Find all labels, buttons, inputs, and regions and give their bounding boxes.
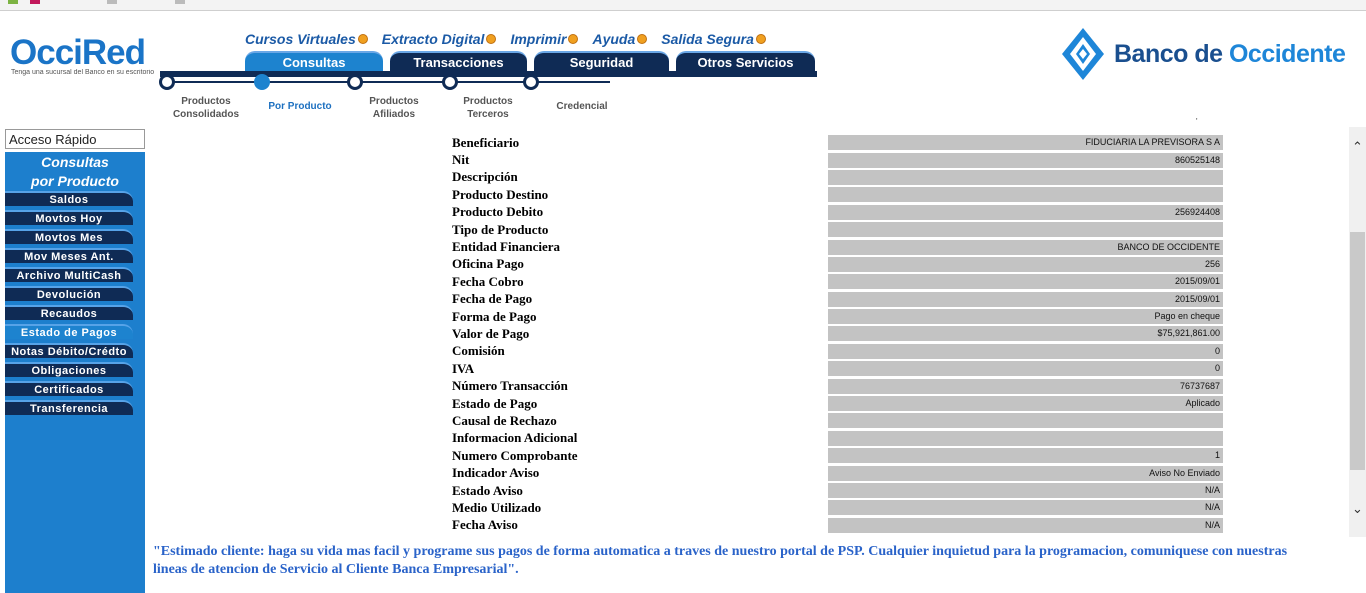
detail-row	[452, 430, 1223, 447]
psp-notice: "Estimado cliente: haga su vida mas facil y programe sus pagos de forma automatica a traves de nuestro portal de PSP. Cualquier inquietud para la programacion, comuniquese con nuestras lineas de atencion de Servicio al Cliente Banca Empresarial".	[153, 544, 1288, 577]
sidebar	[5, 152, 145, 593]
scroll-down-icon[interactable]: ⌄	[1352, 501, 1363, 516]
detail-value: 1	[828, 448, 1223, 463]
detail-row	[452, 273, 1223, 290]
sidebar-item-saldos[interactable]: Saldos	[5, 191, 133, 206]
detail-row	[452, 343, 1223, 360]
link-imprimir[interactable]: Imprimir	[510, 31, 578, 47]
diamond-logo-icon	[1060, 26, 1106, 82]
detail-value: 256924408	[828, 205, 1223, 220]
step-productos-terceros[interactable]: Productos Terceros	[463, 96, 513, 120]
detail-value: 0	[828, 344, 1223, 359]
toolbar-icon[interactable]	[175, 0, 185, 4]
detail-label: Estado de Pago	[452, 395, 538, 411]
toolbar-icon[interactable]	[30, 0, 40, 4]
detail-value: Aplicado	[828, 396, 1223, 411]
detail-label: Producto Debito	[452, 204, 544, 220]
detail-row	[452, 204, 1223, 221]
detail-label: Oficina Pago	[452, 256, 524, 272]
tab-consultas[interactable]: Consultas	[245, 51, 383, 72]
detail-row	[452, 377, 1223, 394]
detail-value: 2015/09/01	[828, 292, 1223, 307]
link-cursos-virtuales[interactable]: Cursos Virtuales	[245, 31, 368, 47]
detail-label: Forma de Pago	[452, 308, 537, 324]
detail-value: Aviso No Enviado	[828, 466, 1223, 481]
sidebar-item-certificados[interactable]: Certificados	[5, 381, 133, 396]
detail-row	[452, 308, 1223, 325]
detail-label: Numero Comprobante	[452, 447, 578, 463]
detail-label: Comisión	[452, 343, 505, 359]
browser-toolbar-strip	[0, 0, 1366, 11]
toolbar-icon[interactable]	[8, 0, 18, 4]
detail-value: $75,921,861.00	[828, 326, 1223, 341]
detail-label: Indicador Aviso	[452, 465, 540, 481]
detail-value: Pago en cheque	[828, 309, 1223, 324]
sidebar-item-movtos-mes[interactable]: Movtos Mes	[5, 229, 133, 244]
detail-row	[452, 517, 1223, 534]
detail-row	[452, 464, 1223, 481]
step-credencial[interactable]: Credencial	[556, 101, 608, 112]
detail-label: IVA	[452, 360, 475, 376]
detail-label: Causal de Rechazo	[452, 412, 557, 428]
detail-value	[828, 170, 1223, 185]
sidebar-item-estado-de-pagos[interactable]: Estado de Pagos	[5, 324, 133, 339]
detail-label: Nit	[452, 152, 470, 168]
detail-label: Fecha Cobro	[452, 273, 524, 289]
scroll-up-icon[interactable]: ⌃	[1352, 139, 1363, 154]
tab-transacciones[interactable]: Transacciones	[390, 51, 527, 72]
detail-value	[828, 222, 1223, 237]
detail-label: Tipo de Producto	[452, 221, 549, 237]
detail-label: Producto Destino	[452, 186, 549, 202]
link-extracto-digital[interactable]: Extracto Digital	[382, 31, 497, 47]
sidebar-item-notas-debito-credito[interactable]: Notas Débito/Crédto	[5, 343, 133, 358]
occired-tagline: Tenga una sucursal del Banco en su escritorio	[11, 69, 155, 76]
detail-row	[452, 134, 1223, 151]
detail-row	[452, 447, 1223, 464]
detail-label: Beneficiario	[452, 134, 520, 150]
detail-label: Fecha de Pago	[452, 291, 533, 307]
detail-value: 860525148	[828, 153, 1223, 168]
detail-value	[828, 431, 1223, 446]
sidebar-item-obligaciones[interactable]: Obligaciones	[5, 362, 133, 377]
sidebar-item-transferencia[interactable]: Transferencia	[5, 400, 133, 415]
link-ayuda[interactable]: Ayuda	[592, 31, 647, 47]
detail-row	[452, 395, 1223, 412]
detail-row	[452, 151, 1223, 168]
bullet-icon	[486, 34, 496, 44]
sidebar-item-devolucion[interactable]: Devolución	[5, 286, 133, 301]
detail-row	[452, 499, 1223, 516]
detail-row	[452, 482, 1223, 499]
detail-label: Entidad Financiera	[452, 239, 560, 255]
detail-row	[452, 186, 1223, 203]
banco-occidente-logo: Banco de Occidente	[1060, 26, 1345, 82]
detail-row	[452, 256, 1223, 273]
sidebar-item-recaudos[interactable]: Recaudos	[5, 305, 133, 320]
detail-label: Valor de Pago	[452, 325, 530, 341]
main-tabs	[245, 51, 815, 72]
bullet-icon	[756, 34, 766, 44]
vertical-scrollbar[interactable]	[1349, 127, 1366, 537]
occired-logo[interactable]: OcciRed	[10, 33, 146, 72]
step-por-producto[interactable]: Por Producto	[268, 101, 332, 112]
toolbar-icon[interactable]	[107, 0, 117, 4]
detail-value: BANCO DE OCCIDENTE	[828, 240, 1223, 255]
payment-details-table	[452, 134, 1223, 534]
sidebar-title: Consultas por Producto	[31, 154, 119, 189]
step-circle[interactable]	[347, 74, 363, 90]
detail-value: N/A	[828, 500, 1223, 515]
detail-value: 0	[828, 361, 1223, 376]
detail-label: Medio Utilizado	[452, 499, 542, 515]
link-salida-segura[interactable]: Salida Segura	[661, 31, 766, 47]
stepper-track	[160, 81, 610, 83]
bullet-icon	[568, 34, 578, 44]
detail-label: Número Transacción	[452, 378, 568, 394]
detail-row	[452, 169, 1223, 186]
detail-value	[828, 187, 1223, 202]
sidebar-item-movtos-hoy[interactable]: Movtos Hoy	[5, 210, 133, 225]
detail-value: 76737687	[828, 379, 1223, 394]
step-circle[interactable]	[159, 74, 175, 90]
detail-row	[452, 221, 1223, 238]
detail-row	[452, 360, 1223, 377]
detail-value: 256	[828, 257, 1223, 272]
sidebar-item-mov-meses-ant[interactable]: Mov Meses Ant.	[5, 248, 133, 263]
step-circle-active[interactable]	[254, 74, 270, 90]
detail-value	[828, 413, 1223, 428]
detail-row	[452, 412, 1223, 429]
detail-value: 2015/09/01	[828, 274, 1223, 289]
detail-row	[452, 325, 1223, 342]
detail-label: Fecha Aviso	[452, 517, 518, 533]
tick-mark: '	[1196, 117, 1198, 126]
detail-row	[452, 291, 1223, 308]
step-productos-afiliados[interactable]: Productos Afiliados	[369, 96, 419, 120]
detail-value: N/A	[828, 483, 1223, 498]
tab-seguridad[interactable]: Seguridad	[534, 51, 669, 72]
detail-label: Informacion Adicional	[452, 430, 578, 446]
top-links	[245, 31, 766, 47]
bullet-icon	[358, 34, 368, 44]
step-circle[interactable]	[442, 74, 458, 90]
bullet-icon	[637, 34, 647, 44]
scrollbar-thumb[interactable]	[1350, 232, 1365, 470]
tab-otros-servicios[interactable]: Otros Servicios	[676, 51, 815, 72]
step-productos-consolidados[interactable]: Productos Consolidados	[172, 96, 240, 120]
detail-value: FIDUCIARIA LA PREVISORA S A	[828, 135, 1223, 150]
detail-row	[452, 238, 1223, 255]
detail-label: Descripción	[452, 169, 518, 185]
step-circle[interactable]	[523, 74, 539, 90]
quick-access-select[interactable]: Acceso Rápido	[5, 129, 145, 149]
detail-value: N/A	[828, 518, 1223, 533]
sidebar-item-archivo-multicash[interactable]: Archivo MultiCash	[5, 267, 133, 282]
detail-label: Estado Aviso	[452, 482, 523, 498]
